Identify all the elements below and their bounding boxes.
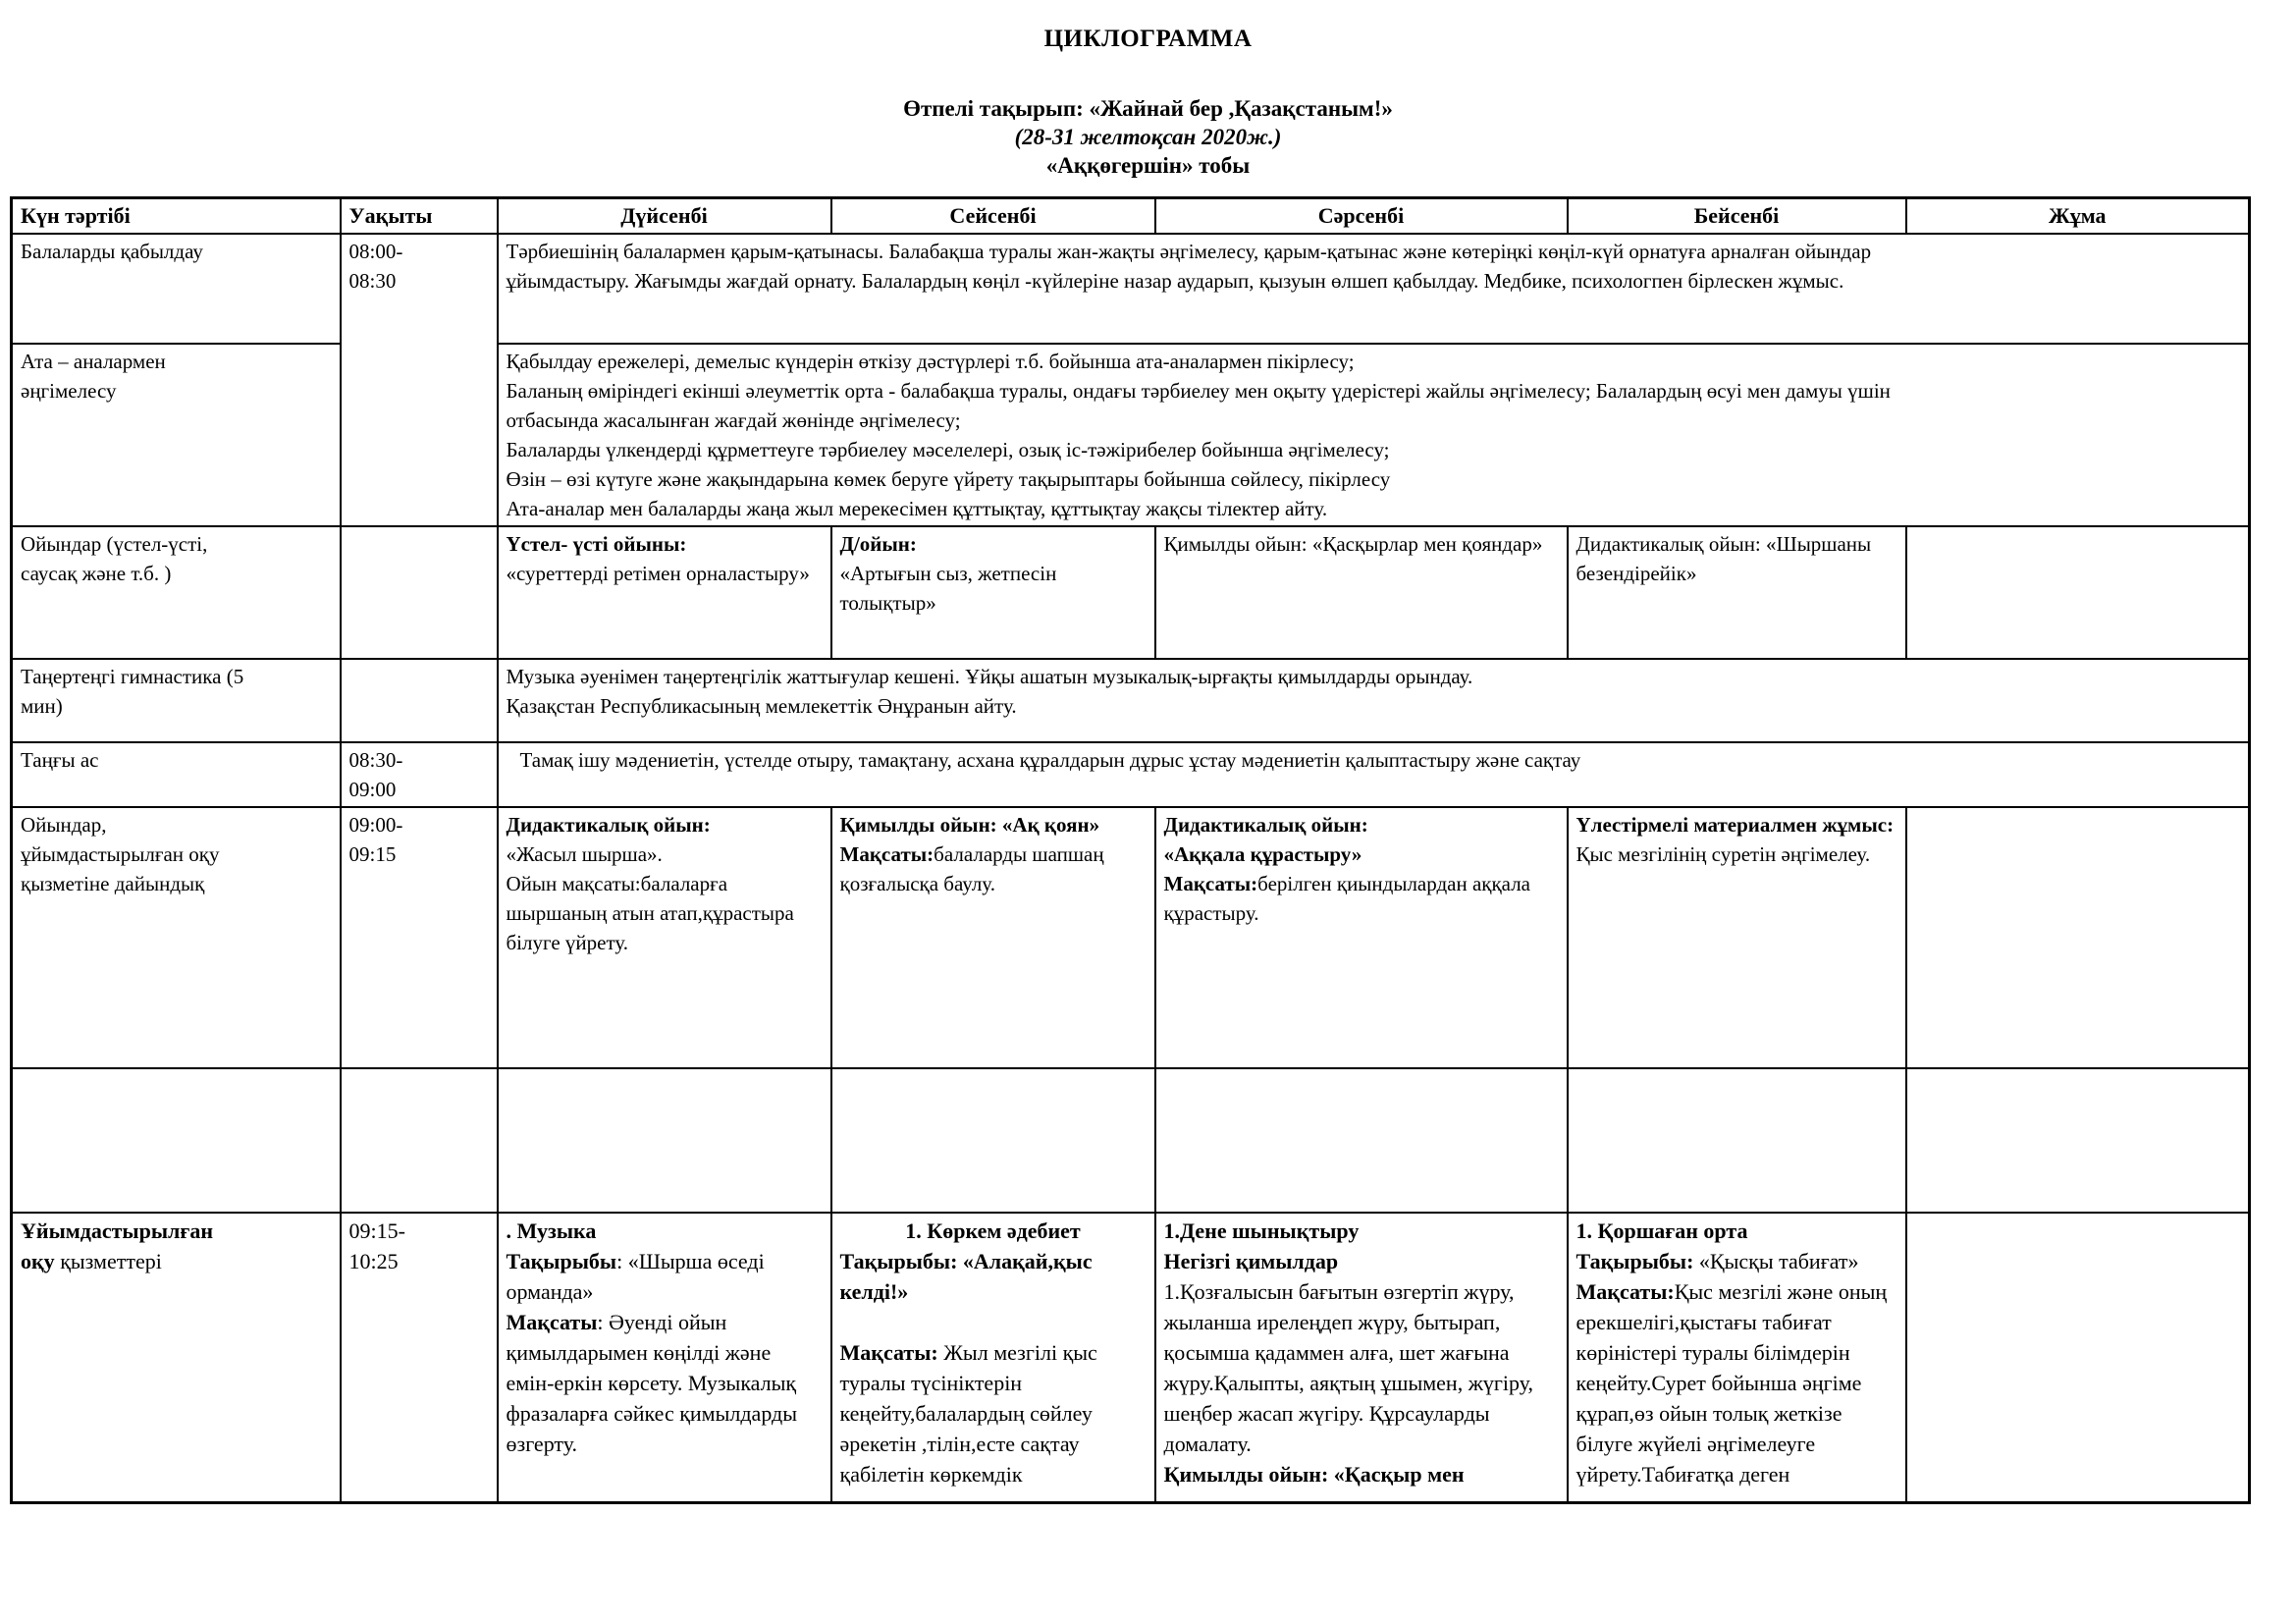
col-header-regime: Күн тәртібі <box>12 198 341 235</box>
label-line: ұйымдастырылған оқу <box>21 842 220 866</box>
cell-parents-text <box>498 344 2250 526</box>
cyclogram-table <box>10 196 2251 1504</box>
document-subtitles <box>0 94 2296 180</box>
empty-cell <box>1906 1068 2250 1213</box>
activity-topic: Тақырыбы: «Алақай,қыс келді!» <box>839 1249 1093 1304</box>
cell-prep-tuesday <box>831 807 1155 1068</box>
row-games <box>12 526 2250 659</box>
cell-organized-tuesday <box>831 1213 1155 1502</box>
activity-title: Дидактикалық ойын: <box>506 813 711 837</box>
cell-prep-monday <box>498 807 831 1068</box>
activity-text: Қыс мезгілінің суретін әңгімелеу. <box>1575 842 1871 866</box>
subtitle-theme: Өтпелі тақырып: «Жайнай бер ,Қазақстаным!» <box>903 96 1393 121</box>
cell-games-thursday <box>1568 526 1906 659</box>
cell-organized-wednesday <box>1155 1213 1568 1502</box>
activity-title: Д/ойын: <box>839 532 917 556</box>
cell-gym-text <box>498 659 2250 742</box>
text-line: Тәрбиешінің балалармен қарым-қатынасы. Балабақша туралы жан-жақты әңгімелесу, қарым-қатынас және көтеріңкі көңіл-күй орнатуға арналған ойындар <box>506 240 1872 263</box>
activity-title: Қимылды ойын: «Ақ қоян» <box>839 813 1100 837</box>
cell-parents-label <box>12 344 341 526</box>
activity-title: Дидактикалық ойын: <box>1163 813 1368 837</box>
cell-organized-time <box>341 1213 498 1502</box>
topic-text: : «Шырша өседі орманда» <box>506 1249 765 1304</box>
empty-cell <box>12 1068 341 1213</box>
time-line: 09:15- <box>348 1218 405 1243</box>
time-line: 09:00 <box>348 778 397 801</box>
label-line: мин) <box>21 694 63 718</box>
cell-organized-thursday <box>1568 1213 1906 1502</box>
activity-text: «Артығын сыз, жетпесін толықтыр» <box>839 562 1057 615</box>
time-line: 08:30 <box>348 269 397 293</box>
row-reception <box>12 234 2250 344</box>
activity-goal <box>840 1337 1147 1489</box>
cell-reception-label: Балаларды қабылдау <box>12 234 341 344</box>
col-header-time: Уақыты <box>341 198 498 235</box>
activity-topic <box>507 1246 823 1307</box>
cell-reception-time <box>341 234 498 526</box>
goal-label: Мақсаты: <box>1575 1279 1675 1304</box>
activity-title: 1.Дене шынықтыру <box>1163 1218 1360 1243</box>
activity-goal <box>1576 1276 1897 1489</box>
empty-cell <box>831 1068 1155 1213</box>
goal-text: Жыл мезгілі қыс туралы түсініктерін кеңейту,балалардың сөйлеу әрекетін ,тілін,есте сақтау қабілетін көркемдік <box>839 1340 1097 1487</box>
subtitle-group: «Аққөгершін» тобы <box>1045 153 1251 178</box>
row-breakfast <box>12 742 2250 807</box>
activity-subtitle: «Аққала құрастыру» <box>1163 842 1362 866</box>
empty-cell <box>498 1068 831 1213</box>
document-title: ЦИКЛОГРАММА <box>1043 26 1253 52</box>
label-bold: оқу <box>21 1249 55 1273</box>
col-header-thursday: Бейсенбі <box>1568 198 1906 235</box>
label-line: саусақ және т.б. ) <box>21 562 172 585</box>
label-line: Ұйымдастырылған <box>21 1218 214 1243</box>
goal-label: Мақсаты: <box>1163 872 1258 895</box>
col-header-tuesday: Сейсенбі <box>831 198 1155 235</box>
label-rest: қызметтері <box>54 1249 162 1273</box>
time-line: 08:00- <box>348 240 403 263</box>
cell-breakfast-time <box>341 742 498 807</box>
activity-subtitle: «Жасыл шырша». <box>506 842 663 866</box>
activity-title: 1. Көркем әдебиет <box>905 1218 1081 1243</box>
blank-line <box>840 1307 1147 1337</box>
header-row <box>12 198 2250 235</box>
cell-games-tuesday <box>831 526 1155 659</box>
cell-reception-text <box>498 234 2250 344</box>
activity-text: «суреттерді ретімен орналастыру» <box>506 562 810 585</box>
goal-label: Мақсаты: <box>839 842 934 866</box>
text-line: Өзін – өзі күтуге және жақындарына көмек беруге үйрету тақырыптары бойынша сөйлесу, пікірлесу <box>506 467 1391 491</box>
cell-organized-friday <box>1906 1213 2250 1502</box>
col-header-friday: Жұма <box>1906 198 2250 235</box>
time-line: 10:25 <box>348 1249 399 1273</box>
label-line: Таңертеңгі гимнастика (5 <box>21 665 244 688</box>
row-prep <box>12 807 2250 1068</box>
text-line: отбасында жасалынған жағдай жөнінде әңгімелесу; <box>506 408 961 432</box>
cell-breakfast-label: Таңғы ас <box>12 742 341 807</box>
cell-games-wednesday <box>1155 526 1568 659</box>
cell-prep-wednesday <box>1155 807 1568 1068</box>
topic-label: Тақырыбы <box>506 1249 617 1273</box>
label-line: Ата – аналармен <box>21 350 166 373</box>
goal-text: : Әуенді ойын қимылдарымен көңілді және емін-еркін көрсету. Музыкалық фразаларға сәйкес қимылдарды өзгерту. <box>506 1310 798 1456</box>
text-line: Ата-аналар мен балаларды жаңа жыл мерекесімен құттықтау, құттықтау жақсы тілектер айту. <box>506 497 1328 520</box>
cell-prep-thursday <box>1568 807 1906 1068</box>
time-line: 09:00- <box>348 813 403 837</box>
activity-title: . Музыка <box>506 1218 597 1243</box>
label-line: әңгімелесу <box>21 379 117 403</box>
label-line <box>21 1246 332 1276</box>
cell-prep-time <box>341 807 498 1068</box>
text-line: Баланың өміріндегі екінші әлеуметтік орта - балабақша туралы, ондағы тәрбиелеу мен оқыту үдерістері жайлы әңгімелесу; Балалардың өсуі мен дамуы үшін <box>506 379 1891 403</box>
label-line: қызметіне дайындық <box>21 872 205 895</box>
cell-organized-monday <box>498 1213 831 1502</box>
text-line: Қазақстан Республикасының мемлекеттік Әнұранын айту. <box>506 694 1017 718</box>
subtitle-date: (28-31 желтоқсан 2020ж.) <box>1014 125 1282 149</box>
goal-label: Мақсаты: <box>839 1340 938 1365</box>
goal-label: Мақсаты <box>506 1310 598 1334</box>
cell-games-label <box>12 526 341 659</box>
time-line: 09:15 <box>348 842 397 866</box>
activity-title: Үлестірмелі материалмен жұмыс: <box>1575 813 1895 837</box>
topic-label: Тақырыбы: <box>1575 1249 1694 1273</box>
activity-topic <box>1576 1246 1897 1276</box>
text-line: Қабылдау ережелері, демелыс күндерін өткізу дәстүрлері т.б. бойынша ата-аналармен пікірлесу; <box>506 350 1355 373</box>
goal-text: берілген қиындылардан аққала құрастыру. <box>1163 872 1530 925</box>
label-line: Ойындар (үстел-үсті, <box>21 532 208 556</box>
empty-cell <box>341 1068 498 1213</box>
activity-goal <box>1164 869 1559 928</box>
cell-games-monday <box>498 526 831 659</box>
text-line: ұйымдастыру. Жағымды жағдай орнату. Балалардың көңіл -күйлеріне назар аударып, қызуын өлшеп қабылдау. Медбике, психологпен бірлескен жұмыс. <box>506 269 1844 293</box>
row-gymnastics <box>12 659 2250 742</box>
goal-text: балаларды шапшаң қозғалысқа баулу. <box>839 842 1104 895</box>
activity-goal <box>840 839 1147 898</box>
goal-text: Қыс мезгілі және оның ерекшелігі,қыстағы табиғат көріністері туралы білімдерін кеңейту.Сурет бойынша әңгіме құрап,өз ойын толық жеткізе білуге жүйелі әңгімелеуге үйрету.Табиғатқа деген <box>1575 1279 1888 1487</box>
cell-games-time <box>341 526 498 659</box>
text-line: Балаларды үлкендерді құрметтеуге тәрбиелеу мәселелері, озық іс-тәжірибелер бойынша әңгімелесу; <box>506 438 1390 461</box>
row-empty <box>12 1068 2250 1213</box>
cell-breakfast-text <box>498 742 2250 807</box>
cell-prep-friday <box>1906 807 2250 1068</box>
text-line: Тамақ ішу мәдениетін, үстелде отыру, тамақтану, асхана құралдарын дұрыс ұстау мәдениетін қалыптастыру және сақтау <box>519 748 1581 772</box>
col-header-wednesday: Сәрсенбі <box>1155 198 1568 235</box>
text-line: Музыка әуенімен таңертеңгілік жаттығулар кешені. Ұйқы ашатын музыкалық-ырғақты қимылдарды орындау. <box>506 665 1473 688</box>
col-header-monday: Дүйсенбі <box>498 198 831 235</box>
activity-game-title: Қимылды ойын: «Қасқыр мен <box>1163 1462 1465 1487</box>
label-line: Ойындар, <box>21 813 107 837</box>
cell-games-friday <box>1906 526 2250 659</box>
activity-text: Ойын мақсаты:балаларға шыршаның атын атап,құрастыра білуге үйрету. <box>506 872 794 954</box>
cell-organized-label <box>12 1213 341 1502</box>
activity-subtitle: Негізгі қимылдар <box>1163 1249 1339 1273</box>
topic-text: «Қысқы табиғат» <box>1693 1249 1859 1273</box>
cell-gym-time <box>341 659 498 742</box>
cell-prep-label <box>12 807 341 1068</box>
empty-cell <box>1568 1068 1906 1213</box>
row-organized <box>12 1213 2250 1502</box>
activity-text: 1.Қозғалысын бағытын өзгертіп жүру, жыланша ирелеңдеп жүру, бытырап, қосымша қадаммен алға, шет жағына жүру.Қалыпты, аяқтың ұшымен, жүгіру, шеңбер жасап жүгіру. Құрсауларды домалату. <box>1163 1279 1534 1456</box>
activity-goal <box>507 1307 823 1459</box>
activity-title: Үстел- үсті ойыны: <box>506 532 687 556</box>
empty-cell <box>1155 1068 1568 1213</box>
activity-text: Қимылды ойын: «Қасқырлар мен қояндар» <box>1163 532 1543 556</box>
activity-title: 1. Қоршаған орта <box>1575 1218 1748 1243</box>
activity-text: Дидактикалық ойын: «Шыршаны безендірейік» <box>1575 532 1872 585</box>
time-line: 08:30- <box>348 748 403 772</box>
cell-gym-label <box>12 659 341 742</box>
